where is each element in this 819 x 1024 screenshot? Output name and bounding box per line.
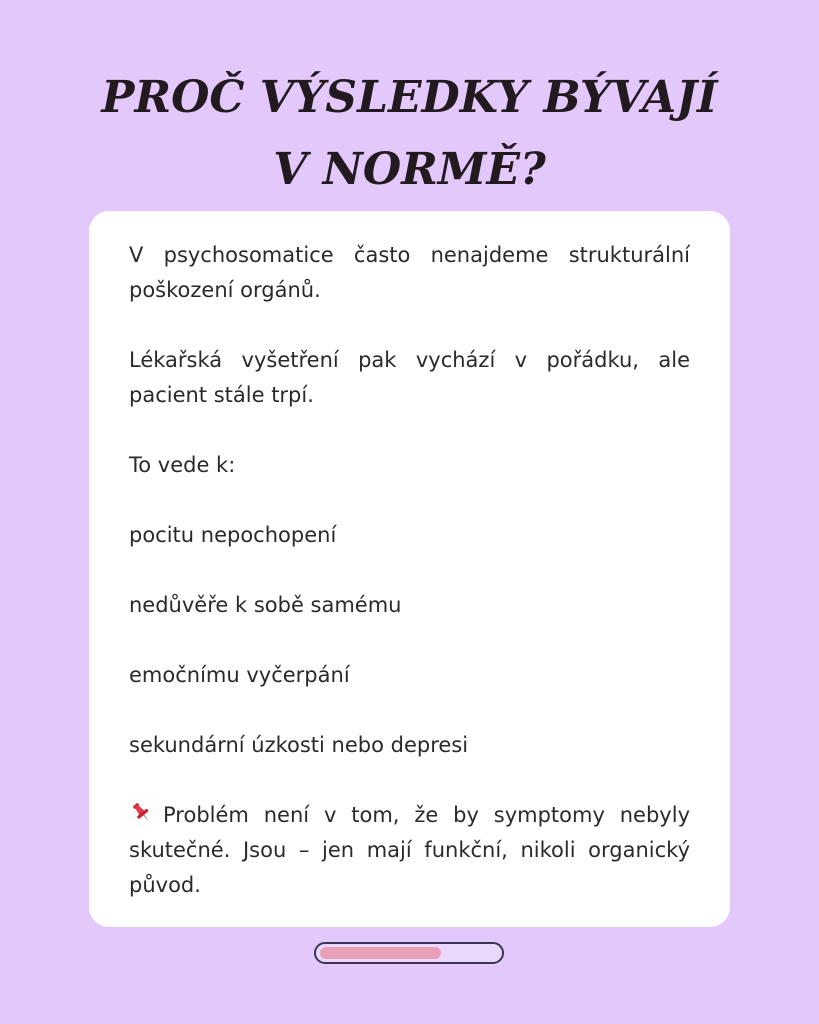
paragraph-exams: Lékařská vyšetření pak vychází v pořádku, ale pacient stále trpí.	[129, 348, 690, 407]
title-line-2: V NORMĚ?	[273, 144, 546, 195]
title-line-1: PROČ VÝSLEDKY BÝVAJÍ	[101, 72, 718, 123]
list-item: emočnímu vyčerpání	[129, 663, 350, 687]
list-item: pocitu nepochopení	[129, 523, 337, 547]
page-title	[0, 62, 819, 206]
list-item: sekundární úzkosti nebo depresi	[129, 733, 469, 757]
paragraph-intro: V psychosomatice často nenajdeme strukturální poškození orgánů.	[129, 243, 690, 302]
progress-fill	[320, 947, 441, 959]
content-card	[89, 211, 730, 927]
closing-text: Problém není v tom, že by symptomy nebyly skutečné. Jsou – jen mají funkční, nikoli organický původ.	[129, 803, 690, 897]
paragraph-closing	[129, 798, 690, 903]
list-item: nedůvěře k sobě samému	[129, 593, 402, 617]
paragraph-leads-to: To vede k:	[129, 453, 236, 477]
progress-bar	[314, 942, 504, 964]
pushpin-icon	[129, 800, 155, 826]
